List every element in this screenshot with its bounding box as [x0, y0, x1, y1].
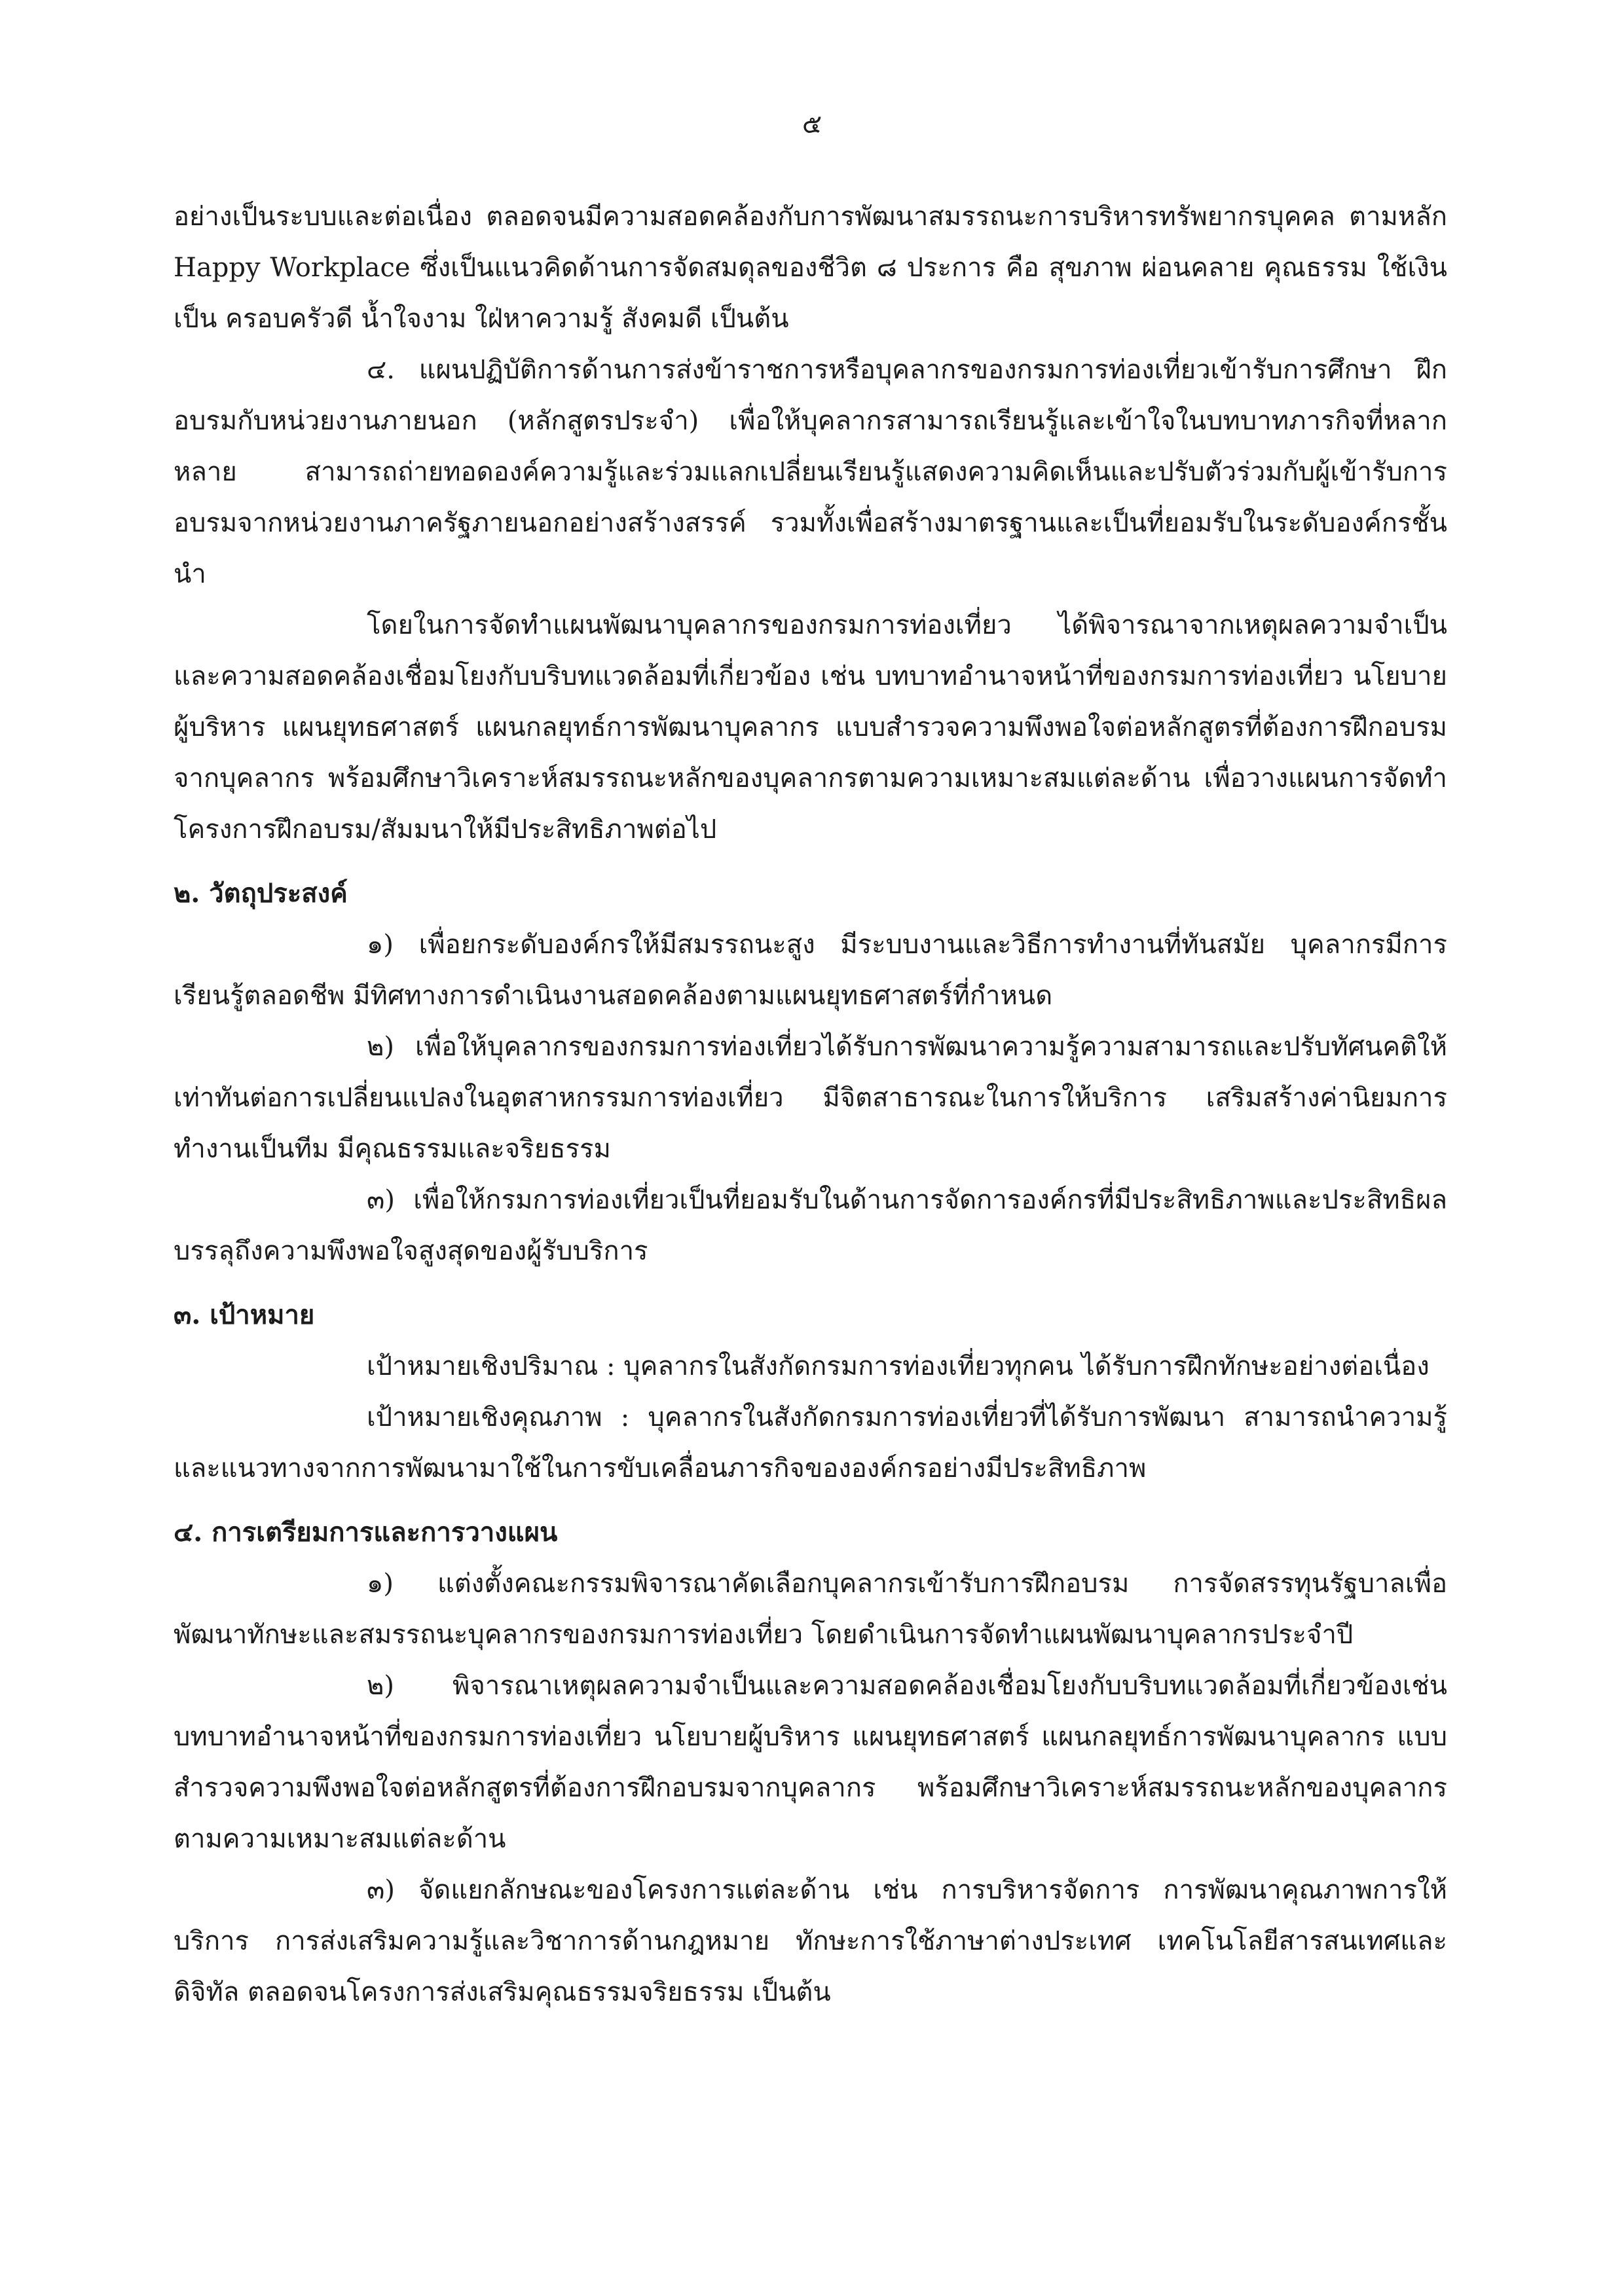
section-3-heading: ๓. เป้าหมาย — [174, 1300, 315, 1330]
plan-item-4-paragraph: ๔. แผนปฏิบัติการด้านการส่งข้าราชการหรือบุคลากรของกรมการท่องเที่ยวเข้ารับการศึกษา ฝึกอบรมกับหน่วยงานภายนอก (หลักสูตรประจำ) เพื่อให้บุคลากรสามารถเรียนรู้และเข้าใจในบทบาทภารกิจที่หลากหลาย สามารถถ่ายทอดองค์ความรู้และร่วมแลกเปลี่ยนเรียนรู้แสดงความคิดเห็นและปรับตัวร่วมกับผู้เข้ารับการอบรมจากหน่วยงานภาครัฐภายนอกอย่างสร้างสรรค์ รวมทั้งเพื่อสร้างมาตรฐานและเป็นที่ยอมรับในระดับองค์กรชั้นนำ — [174, 355, 1447, 589]
plan-basis-paragraph: โดยในการจัดทำแผนพัฒนาบุคลากรของกรมการท่องเที่ยว ได้พิจารณาจากเหตุผลความจำเป็นและความสอดคล้องเชื่อมโยงกับบริบทแวดล้อมที่เกี่ยวข้อง เช่น บทบาทอำนาจหน้าที่ของกรมการท่องเที่ยว นโยบายผู้บริหาร แผนยุทธศาสตร์ แผนกลยุทธ์การพัฒนาบุคลากร แบบสำรวจความพึงพอใจต่อหลักสูตรที่ต้องการฝึกอบรมจากบุคลากร พร้อมศึกษาวิเคราะห์สมรรถนะหลักของบุคลากรตามความเหมาะสมแต่ละด้าน เพื่อวางแผนการจัดทำโครงการฝึกอบรม/สัมมนาให้มีประสิทธิภาพต่อไป — [174, 610, 1447, 845]
intro-continuation-paragraph: อย่างเป็นระบบและต่อเนื่อง ตลอดจนมีความสอดคล้องกับการพัฒนาสมรรถนะการบริหารทรัพยากรบุคคล ตามหลัก Happy Workplace ซึ่งเป็นแนวคิดด้านการจัดสมดุลของชีวิต ๘ ประการ คือ สุขภาพ ผ่อนคลาย คุณธรรม ใช้เงินเป็น ครอบครัวดี น้ำใจงาม ใฝ่หาความรู้ สังคมดี เป็นต้น — [174, 202, 1447, 334]
section-4-item-3: ๓) จัดแยกลักษณะของโครงการแต่ละด้าน เช่น การบริหารจัดการ การพัฒนาคุณภาพการให้บริการ การส่งเสริมความรู้และวิชาการด้านกฎหมาย ทักษะการใช้ภาษาต่างประเทศ เทคโนโลยีสารสนเทศและดิจิทัล ตลอดจนโครงการส่งเสริมคุณธรรมจริยธรรม เป็นต้น — [174, 1875, 1447, 2007]
section-2-heading: ๒. วัตถุประสงค์ — [174, 878, 348, 909]
section-3-item-quantity: เป้าหมายเชิงปริมาณ : บุคลากรในสังกัดกรมการท่องเที่ยวทุกคน ได้รับการฝึกทักษะอย่างต่อเนื่อง — [367, 1351, 1430, 1381]
section-3-item-quality: เป้าหมายเชิงคุณภาพ : บุคลากรในสังกัดกรมการท่องเที่ยวที่ได้รับการพัฒนา สามารถนำความรู้และแนวทางจากการพัฒนามาใช้ในการขับเคลื่อนภารกิจขององค์กรอย่างมีประสิทธิภาพ — [174, 1402, 1447, 1484]
section-4-item-2: ๒) พิจารณาเหตุผลความจำเป็นและความสอดคล้องเชื่อมโยงกับบริบทแวดล้อมที่เกี่ยวข้องเช่น บทบาทอำนาจหน้าที่ของกรมการท่องเที่ยว นโยบายผู้บริหาร แผนยุทธศาสตร์ แผนกลยุทธ์การพัฒนาบุคลากร แบบสำรวจความพึงพอใจต่อหลักสูตรที่ต้องการฝึกอบรมจากบุคลากร พร้อมศึกษาวิเคราะห์สมรรถนะหลักของบุคลากรตามความเหมาะสมแต่ละด้าน — [174, 1671, 1447, 1854]
section-2-item-1: ๑) เพื่อยกระดับองค์กรให้มีสมรรถนะสูง มีระบบงานและวิธีการทำงานที่ทันสมัย บุคลากรมีการเรียนรู้ตลอดชีพ มีทิศทางการดำเนินงานสอดคล้องตามแผนยุทธศาสตร์ที่กำหนด — [174, 930, 1447, 1011]
section-4-item-1: ๑) แต่งตั้งคณะกรรมพิจารณาคัดเลือกบุคลากรเข้ารับการฝึกอบรม การจัดสรรทุนรัฐบาลเพื่อพัฒนาทักษะและสมรรถนะบุคลากรของกรมการท่องเที่ยว โดยดำเนินการจัดทำแผนพัฒนาบุคลากรประจำปี — [174, 1569, 1447, 1650]
section-4-heading: ๔. การเตรียมการและการวางแผน — [174, 1517, 558, 1548]
section-2-item-2: ๒) เพื่อให้บุคลากรของกรมการท่องเที่ยวได้รับการพัฒนาความรู้ความสามารถและปรับทัศนคติให้เท่าทันต่อการเปลี่ยนแปลงในอุตสาหกรรมการท่องเที่ยว มีจิตสาธารณะในการให้บริการ เสริมสร้างค่านิยมการทำงานเป็นทีม มีคุณธรรมและจริยธรรม — [174, 1032, 1447, 1164]
page-number: ๕ — [802, 109, 822, 139]
section-2-item-3: ๓) เพื่อให้กรมการท่องเที่ยวเป็นที่ยอมรับในด้านการจัดการองค์กรที่มีประสิทธิภาพและประสิทธิผล บรรลุถึงความพึงพอใจสูงสุดของผู้รับบริการ — [174, 1185, 1447, 1266]
document-body — [174, 191, 1447, 2018]
